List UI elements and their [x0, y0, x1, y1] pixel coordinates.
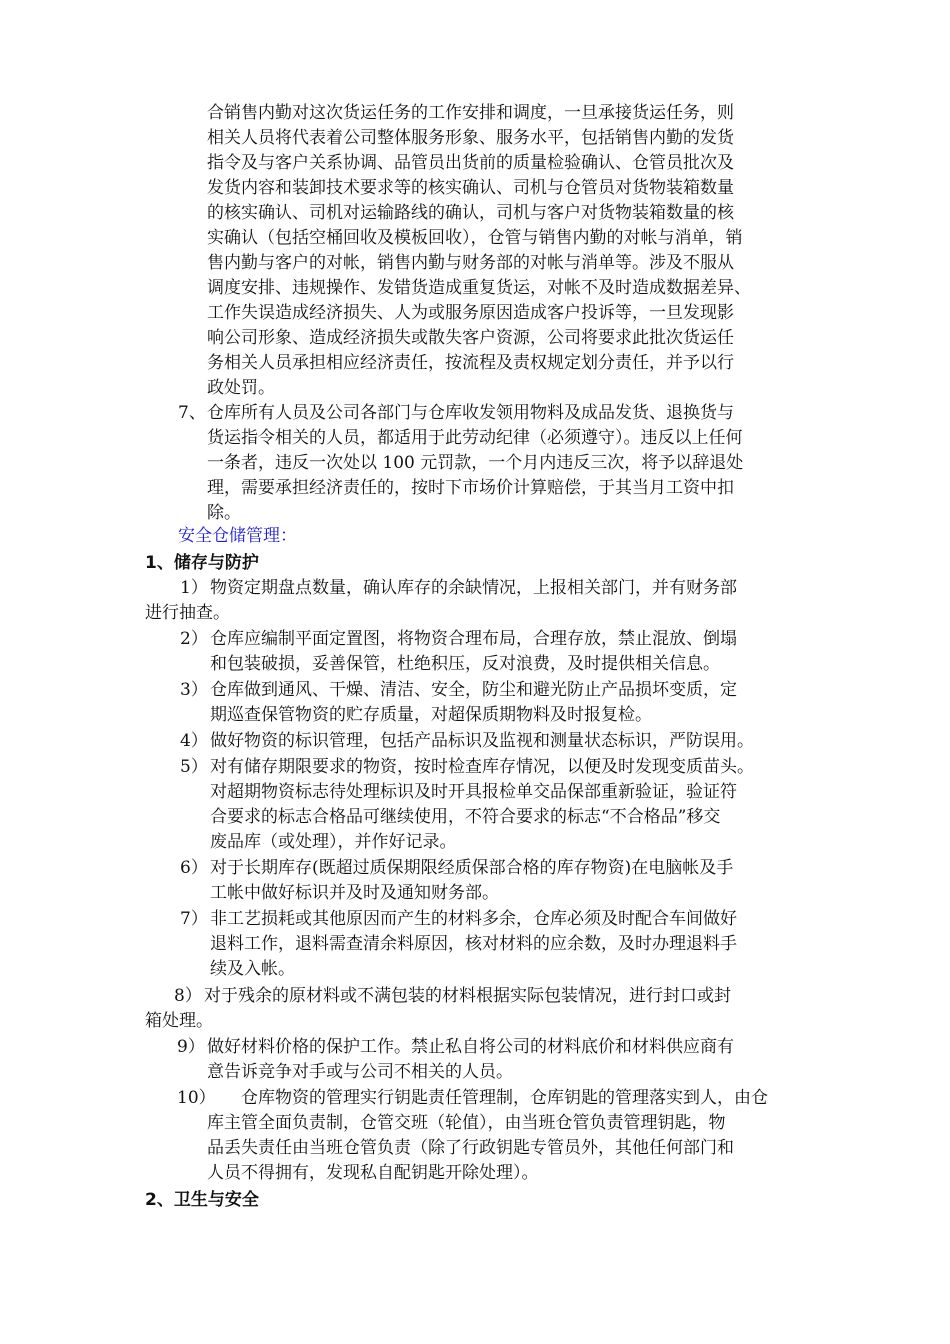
list-item-line: 品丢失责任由当班仓管负责（除了行政钥匙专管员外，其他任何部门和 [207, 1138, 734, 1158]
list-item-number: 5） [180, 757, 208, 777]
intro-line: 务相关人员承担相应经济责任，按流程及责权规定划分责任，并予以行 [207, 353, 734, 373]
item-number: 7、 [178, 403, 206, 423]
intro-line: 售内勤与客户的对帐，销售内勤与财务部的对帐与消单等。涉及不服从 [207, 253, 734, 273]
list-item-number: 3） [180, 680, 208, 700]
list-item-number: 8） [174, 986, 202, 1006]
subsection-title-hygiene-safety: 2、卫生与安全 [145, 1190, 259, 1210]
list-item-number: 6） [180, 858, 208, 878]
list-item-line: 非工艺损耗或其他原因而产生的材料多余，仓库必须及时配合车间做好 [210, 909, 737, 929]
list-item-line: 做好物资的标识管理，包括产品标识及监视和测量状态标识，严防误用。 [210, 731, 754, 751]
intro-line: 政处罚。 [207, 378, 275, 398]
list-item-line: 废品库（或处理），并作好记录。 [210, 832, 457, 852]
item-line: 一条者，违反一次处以 100 元罚款，一个月内违反三次，将予以辞退处 [207, 453, 744, 473]
intro-line: 调度安排、违规操作、发错货造成重复货运，对帐不及时造成数据差异、 [207, 278, 751, 298]
list-item-line: 对于残余的原材料或不满包装的材料根据实际包装情况，进行封口或封 [204, 986, 731, 1006]
item-line: 除。 [207, 503, 241, 523]
list-item-line: 人员不得拥有，发现私自配钥匙开除处理）。 [207, 1163, 539, 1183]
intro-line: 响公司形象、造成经济损失或散失客户资源，公司将要求此批次货运任 [207, 328, 734, 348]
list-item-line: 期巡查保管物资的贮存质量，对超保质期物料及时报复检。 [210, 705, 652, 725]
intro-line: 的核实确认、司机对运输路线的确认，司机与客户对货物装箱数量的核 [207, 203, 734, 223]
list-item-line: 意告诉竞争对手或与公司不相关的人员。 [207, 1062, 513, 1082]
list-item-line: 对超期物资标志待处理标识及时开具报检单交品保部重新验证，验证符 [210, 782, 737, 802]
item-line: 仓库所有人员及公司各部门与仓库收发领用物料及成品发货、退换货与 [207, 403, 734, 423]
list-item-line: 物资定期盘点数量，确认库存的余缺情况，上报相关部门，并有财务部 [210, 578, 737, 598]
subsection-title-storage: 1、储存与防护 [145, 553, 259, 573]
list-item-line: 退料工作，退料需查清余料原因，核对材料的应余数，及时办理退料手 [210, 934, 737, 954]
item-line: 货运指令相关的人员，都适用于此劳动纪律（必须遵守）。违反以上任何 [207, 428, 743, 448]
list-item-number: 9） [177, 1037, 205, 1057]
list-item-line: 仓库做到通风、干燥、清洁、安全，防尘和避光防止产品损坏变质，定 [210, 680, 737, 700]
intro-line: 发货内容和装卸技术要求等的核实确认、司机与仓管员对货物装箱数量 [207, 178, 734, 198]
list-item-number: 7） [180, 909, 208, 929]
intro-line: 合销售内勤对这次货运任务的工作安排和调度，一旦承接货运任务，则 [207, 103, 734, 123]
intro-line: 实确认（包括空桶回收及模板回收），仓管与销售内勤的对帐与消单，销 [207, 228, 743, 248]
list-item-line: 工帐中做好标识并及时及通知财务部。 [210, 883, 499, 903]
list-item-number: 2） [180, 629, 208, 649]
list-item-line: 箱处理。 [145, 1011, 213, 1031]
list-item-line: 和包装破损，妥善保管，杜绝积压，反对浪费，及时提供相关信息。 [210, 654, 720, 674]
list-item-line: 仓库物资的管理实行钥匙责任管理制，仓库钥匙的管理落实到人，由仓 [241, 1088, 768, 1108]
list-item-line: 进行抽查。 [145, 603, 230, 623]
list-item-line: 续及入帐。 [210, 959, 295, 979]
list-item-number: 10） [177, 1088, 216, 1108]
section-title: 安全仓储管理： [178, 526, 297, 546]
list-item-line: 库主管全面负责制，仓管交班（轮值），由当班仓管负责管理钥匙，物 [207, 1113, 726, 1133]
list-item-number: 1） [180, 578, 208, 598]
intro-line: 工作失误造成经济损失、人为或服务原因造成客户投诉等，一旦发现影 [207, 303, 734, 323]
list-item-line: 合要求的标志合格品可继续使用，不符合要求的标志“不合格品”移交 [210, 807, 721, 827]
item-line: 理，需要承担经济责任的，按时下市场价计算赔偿，于其当月工资中扣 [207, 478, 734, 498]
list-item-line: 对于长期库存(既超过质保期限经质保部合格的库存物资)在电脑帐及手 [210, 858, 734, 878]
list-item-line: 对有储存期限要求的物资，按时检查库存情况，以便及时发现变质苗头。 [210, 757, 754, 777]
intro-line: 指令及与客户关系协调、品管员出货前的质量检验确认、仓管员批次及 [207, 153, 734, 173]
intro-line: 相关人员将代表着公司整体服务形象、服务水平，包括销售内勤的发货 [207, 128, 734, 148]
list-item-number: 4） [180, 731, 208, 751]
list-item-line: 仓库应编制平面定置图，将物资合理布局，合理存放，禁止混放、倒塌 [210, 629, 737, 649]
list-item-line: 做好材料价格的保护工作。禁止私自将公司的材料底价和材料供应商有 [207, 1037, 734, 1057]
